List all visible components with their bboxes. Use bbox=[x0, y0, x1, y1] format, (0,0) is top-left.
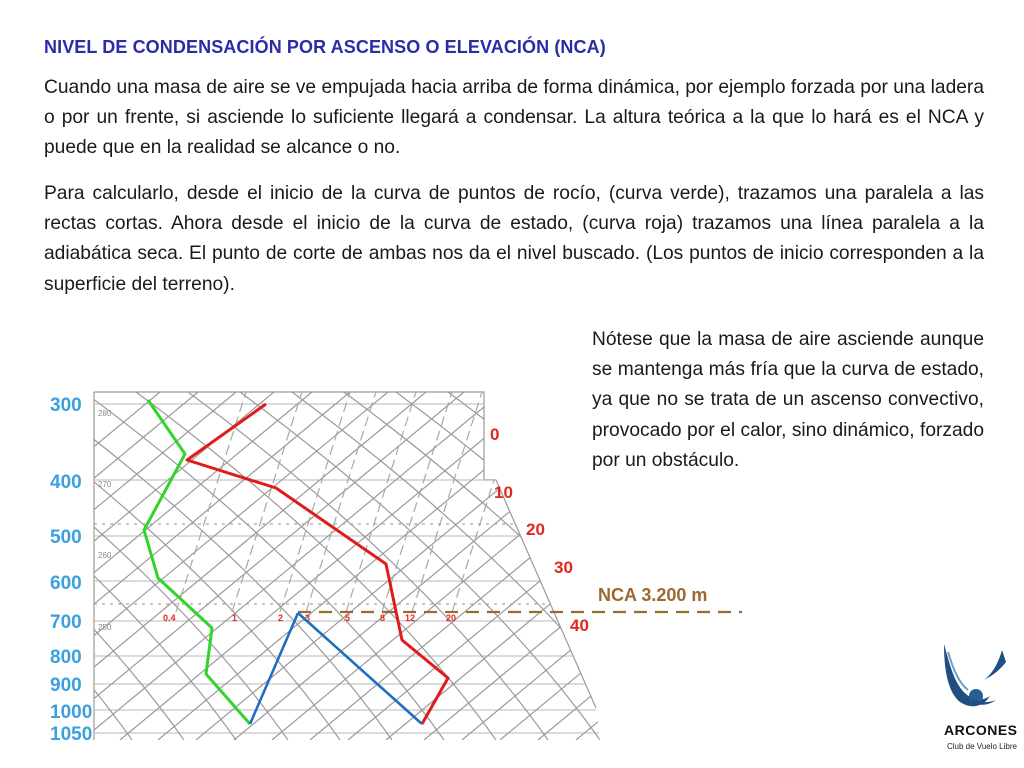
isotherm-line bbox=[0, 392, 236, 740]
mixing-ratio-label: 2 bbox=[278, 613, 284, 623]
temperature-label: 10 bbox=[494, 483, 513, 502]
pressure-label: 600 bbox=[50, 573, 82, 594]
mixing-ratio-label: 12 bbox=[405, 613, 416, 623]
page-title: NIVEL DE CONDENSACIÓN POR ASCENSO O ELEVACIÓN (NCA) bbox=[44, 37, 606, 57]
isotherm-line bbox=[462, 392, 760, 740]
pressure-label: 500 bbox=[50, 527, 82, 548]
temperature-label: 40 bbox=[570, 616, 589, 635]
theta-label: 280 bbox=[98, 409, 112, 418]
dry-adiabat-line bbox=[0, 392, 236, 740]
theta-label: 250 bbox=[98, 623, 112, 632]
dry-adiabat-line bbox=[84, 392, 444, 740]
mixing-ratio-label: 8 bbox=[380, 613, 386, 623]
temperature-label: 0 bbox=[490, 425, 500, 444]
pressure-label: 900 bbox=[50, 675, 82, 696]
isotherm-line bbox=[652, 392, 760, 740]
mixing-ratio-line bbox=[412, 392, 482, 612]
mixing-ratio-line bbox=[232, 392, 302, 612]
thermodynamic-diagram bbox=[0, 360, 760, 768]
isotherm-line bbox=[120, 392, 540, 740]
pressure-label: 700 bbox=[50, 612, 82, 633]
isotherm-line bbox=[310, 392, 730, 740]
isotherm-line bbox=[272, 392, 692, 740]
mixing-ratio-line bbox=[306, 392, 376, 612]
pressure-label: 1000 bbox=[50, 702, 93, 723]
dry-adiabat-line bbox=[0, 392, 184, 740]
mixing-ratio-label: 1 bbox=[232, 613, 238, 623]
nca-label: NCA 3.200 m bbox=[598, 585, 708, 605]
dry-adiabat-line bbox=[448, 392, 760, 740]
mixing-ratio-label: 5 bbox=[345, 613, 351, 623]
isotherm-line bbox=[576, 392, 760, 740]
mixing-ratio-label: 0.4 bbox=[163, 613, 176, 623]
dry-adiabat-line bbox=[604, 392, 760, 740]
dry-adiabat-line bbox=[240, 392, 600, 740]
pressure-label: 1050 bbox=[50, 724, 93, 745]
method-paragraph: Para calcularlo, desde el inicio de la curva de puntos de rocío, (curva verde), trazamos una paralela a las rectas cortas. Ahora desde el inicio de la curva de estado, (curva roja) trazamos una línea paralela a la adiabática seca. El punto de corte de ambas nos da el nivel buscado. (Los puntos de inicio corresponden a la superficie del terreno). bbox=[44, 183, 984, 295]
dry-adiabat-line bbox=[32, 392, 392, 740]
isotherm-line bbox=[158, 392, 578, 740]
logo-subtitle: Club de Vuelo Libre bbox=[947, 742, 1017, 751]
dry-adiabat-line bbox=[552, 392, 760, 740]
isotherm-line bbox=[690, 392, 760, 740]
pressure-label: 800 bbox=[50, 647, 82, 668]
mixing-ratio-label: 20 bbox=[446, 613, 457, 623]
isotherm-line bbox=[0, 392, 198, 740]
intro-paragraph: Cuando una masa de aire se ve empujada hacia arriba de forma dinámica, por ejemplo forzada por una ladera o por un frente, si asciende lo suficiente llegará a condensar. La altura teórica a la que lo hará es el NCA y puede que en la realidad se alcance o no. bbox=[44, 77, 984, 159]
isotherm-line bbox=[614, 392, 760, 740]
isotherm-line bbox=[500, 392, 760, 740]
mixing-ratio-label: 3 bbox=[305, 613, 311, 623]
pressure-label: 300 bbox=[50, 395, 82, 416]
temperature-label: 30 bbox=[554, 558, 573, 577]
isotherm-line bbox=[196, 392, 616, 740]
dry-adiabat-line bbox=[396, 392, 756, 740]
theta-label: 260 bbox=[98, 551, 112, 560]
dry-adiabat-line bbox=[292, 392, 652, 740]
dry-adiabat-line bbox=[500, 392, 760, 740]
isotherm-line bbox=[44, 392, 464, 740]
note-paragraph: Nótese que la masa de aire asciende aunque se mantenga más fría que la curva de estado, ya que no se trata de un ascenso convectivo, provocado por el calor, sino dinámico, forzado por un obstáculo. bbox=[592, 329, 984, 471]
dry-adiabat-line bbox=[344, 392, 704, 740]
pressure-label: 400 bbox=[50, 472, 82, 493]
isotherm-line bbox=[424, 392, 760, 740]
temperature-label: 20 bbox=[526, 520, 545, 539]
theta-label: 270 bbox=[98, 480, 112, 489]
mixing-ratio-line bbox=[346, 392, 416, 612]
mixing-ratio-line bbox=[382, 392, 452, 612]
isotherm-line bbox=[0, 392, 274, 740]
logo-name: ARCONES bbox=[944, 722, 1018, 738]
